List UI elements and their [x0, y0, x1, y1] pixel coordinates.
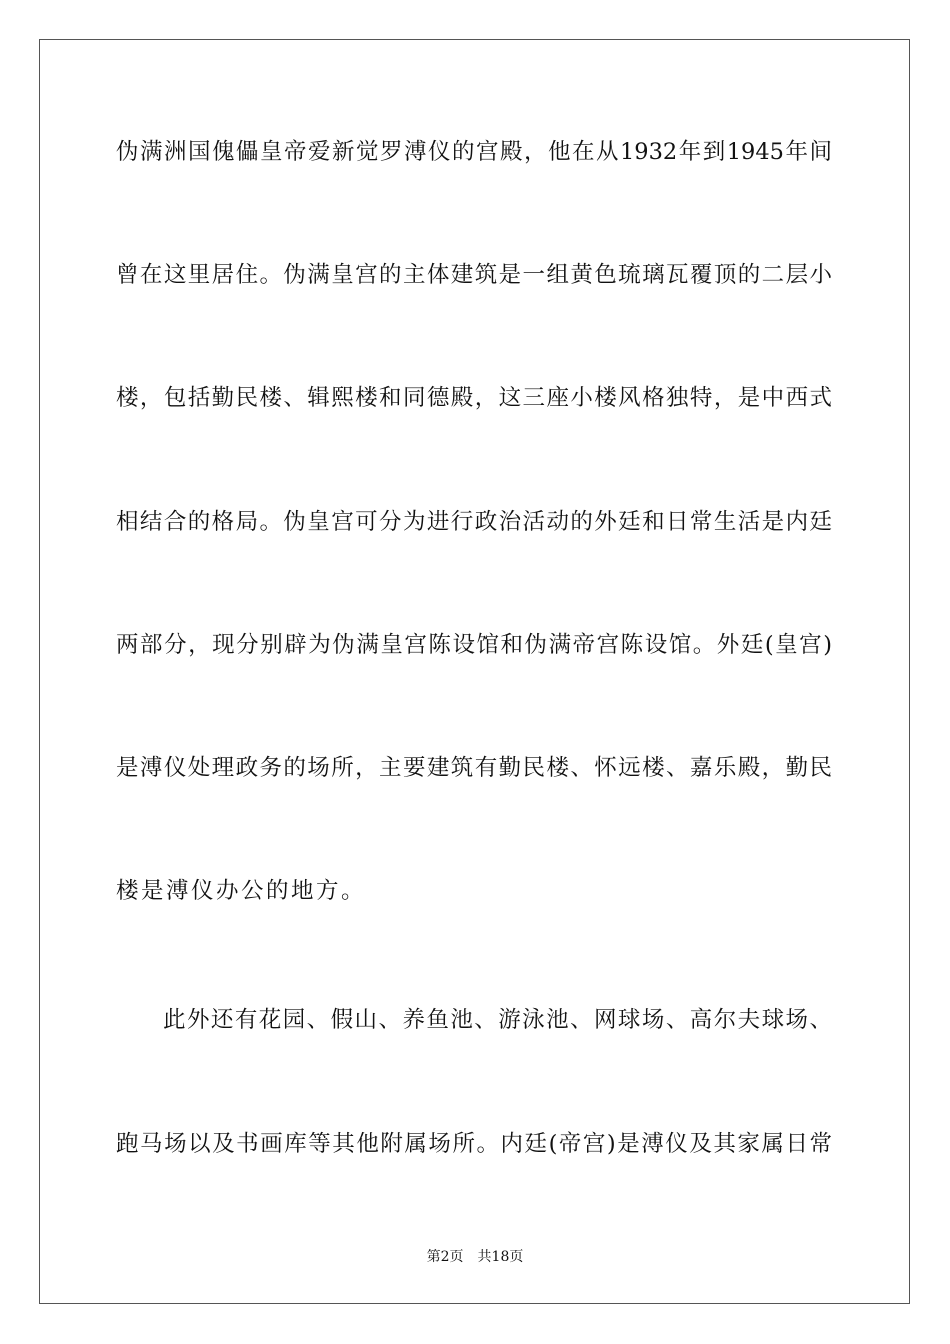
- paragraph-line: 楼是溥仪办公的地方。: [116, 878, 367, 904]
- paragraph-line: 跑马场以及书画库等其他附属场所。内廷(帝宫)是溥仪及其家属日常: [116, 1131, 832, 1157]
- paragraph-line: 两部分，现分别辟为伪满皇宫陈设馆和伪满帝宫陈设馆。外廷(皇宫): [116, 632, 832, 658]
- paragraph-line: 楼，包括勤民楼、辑熙楼和同德殿，这三座小楼风格独特，是中西式: [116, 385, 832, 411]
- paragraph-line: 是溥仪处理政务的场所，主要建筑有勤民楼、怀远楼、嘉乐殿，勤民: [116, 755, 832, 781]
- paragraph-line: 此外还有花园、假山、养鱼池、游泳池、网球场、高尔夫球场、: [163, 1007, 832, 1033]
- paragraph-line: 相结合的格局。伪皇宫可分为进行政治活动的外廷和日常生活是内廷: [116, 509, 832, 535]
- total-pages: 共18页: [477, 1249, 524, 1265]
- page-number: 第2页: [426, 1249, 464, 1265]
- paragraph-line: 曾在这里居住。伪满皇宫的主体建筑是一组黄色琉璃瓦覆顶的二层小: [116, 262, 832, 288]
- page-border: [39, 39, 910, 1304]
- paragraph-line: 伪满洲国傀儡皇帝爱新觉罗溥仪的宫殿，他在从1932年到1945年间: [116, 139, 832, 165]
- page-footer: [0, 1247, 950, 1267]
